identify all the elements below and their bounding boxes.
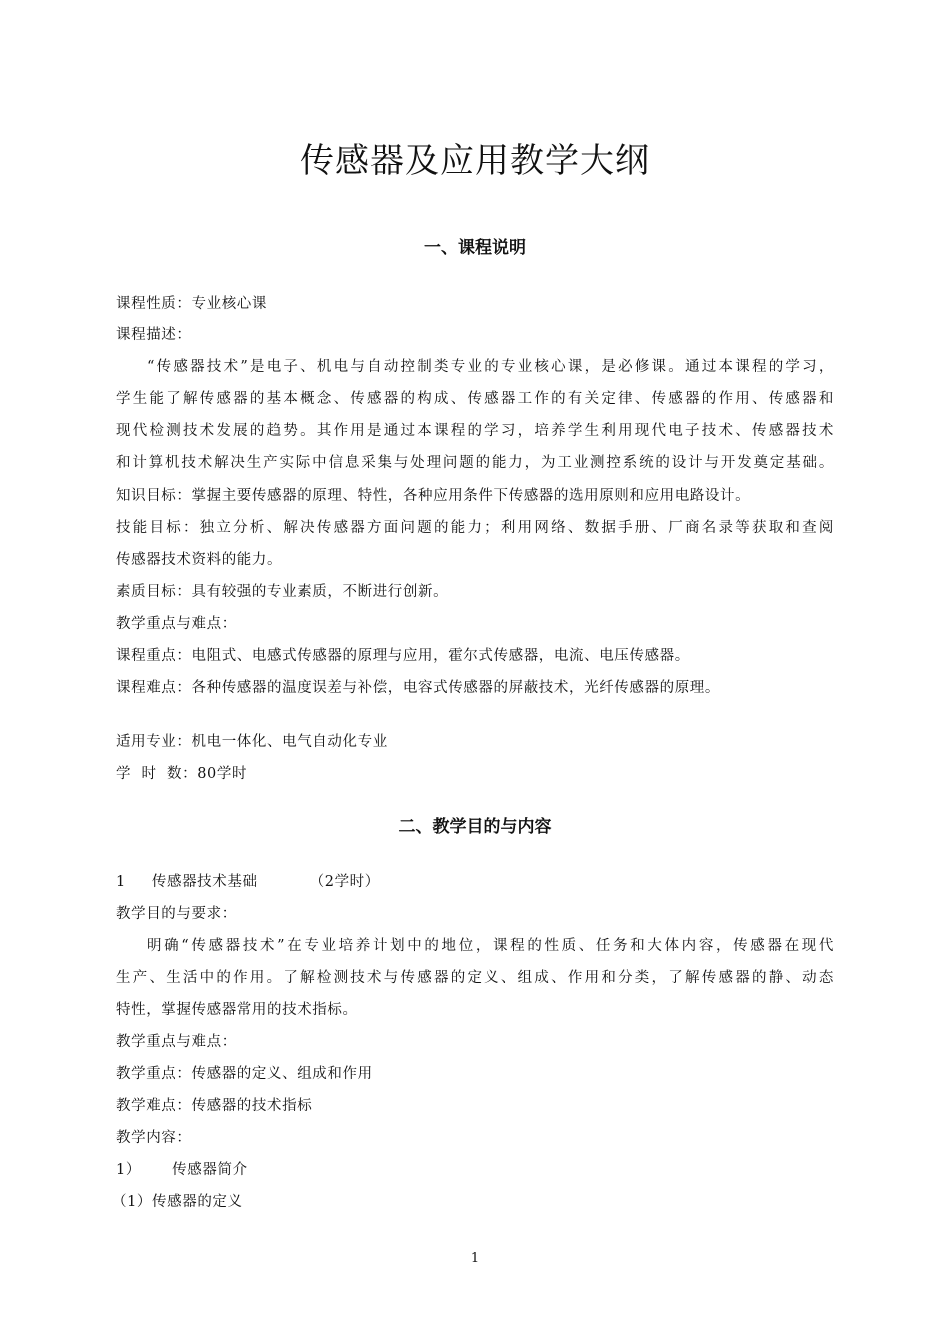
skill-goal-line: 传感器技术资料的能力。 [116,552,283,568]
section-heading-teaching-content: 二、教学目的与内容 [398,817,552,837]
description-line: 现代检测技术发展的趋势。其作用是通过本课程的学习，培养学生利用现代电子技术、传感器技术 [116,423,834,439]
course-difficult-points: 课程难点：各种传感器的温度误差与补偿，电容式传感器的屏蔽技术，光纤传感器的原理。 [116,680,720,696]
content-subitem: （1）传感器的定义 [112,1194,243,1210]
teaching-goal-line: 特性，掌握传感器常用的技术指标。 [116,1002,358,1018]
quality-goal: 素质目标：具有较强的专业素质，不断进行创新。 [116,584,449,600]
section-heading-course-description: 一、课程说明 [424,238,526,258]
teaching-goal-label: 教学目的与要求： [116,906,237,922]
unit-title: 1 传感器技术基础 （2学时） [116,874,380,890]
description-line: “传感器技术”是电子、机电与自动控制类专业的专业核心课，是必修课。通过本课程的学习， [147,359,834,375]
knowledge-goal: 知识目标：掌握主要传感器的原理、特性，各种应用条件下传感器的选用原则和应用电路设计。 [116,488,751,504]
description-line: 和计算机技术解决生产实际中信息采集与处理问题的能力，为工业测控系统的设计与开发奠定基础。 [116,455,834,471]
applicable-major: 适用专业：机电一体化、电气自动化专业 [116,734,388,750]
teaching-goal-line: 生产、生活中的作用。了解检测技术与传感器的定义、组成、作用和分类，了解传感器的静、动态 [116,970,834,986]
teaching-content-label: 教学内容： [116,1130,192,1146]
unit-difficult-points: 教学难点：传感器的技术指标 [116,1098,313,1114]
unit-key-points: 教学重点：传感器的定义、组成和作用 [116,1066,373,1082]
page-number: 1 [470,1251,480,1266]
credit-hours: 学 时 数：80学时 [116,766,248,782]
description-line: 学生能了解传感器的基本概念、传感器的构成、传感器工作的有关定律、传感器的作用、传感器和 [116,391,834,407]
document-title: 传感器及应用教学大纲 [300,141,650,181]
content-item: 1） 传感器简介 [116,1162,248,1178]
teaching-goal-line: 明确“传感器技术”在专业培养计划中的地位，课程的性质、任务和大体内容，传感器在现代 [147,938,834,954]
course-description-label: 课程描述： [116,327,192,343]
unit-key-difficult-label: 教学重点与难点： [116,1034,237,1050]
skill-goal-line: 技能目标：独立分析、解决传感器方面问题的能力；利用网络、数据手册、厂商名录等获取和查阅 [116,520,834,536]
course-nature: 课程性质：专业核心课 [116,296,267,312]
key-difficult-label: 教学重点与难点： [116,616,237,632]
course-key-points: 课程重点：电阻式、电感式传感器的原理与应用，霍尔式传感器，电流、电压传感器。 [116,648,690,664]
